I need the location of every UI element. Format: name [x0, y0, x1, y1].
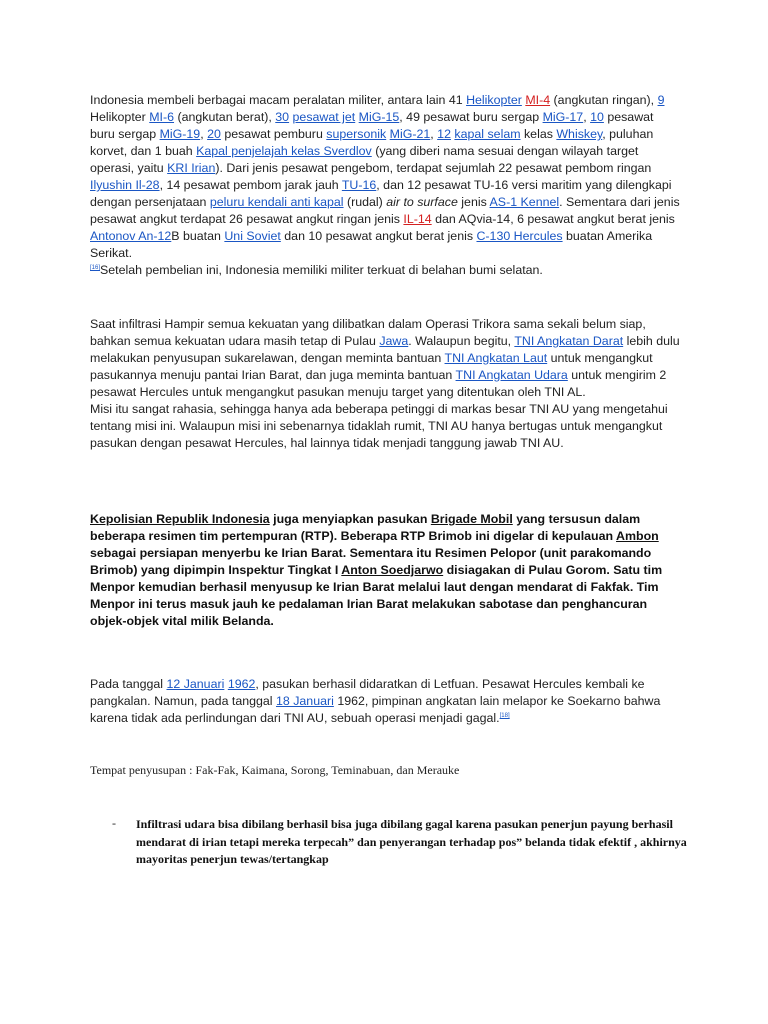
- text: (yang diberi nama sesuai dengan wilayah target operasi, yaitu: [90, 144, 639, 175]
- text: jenis: [457, 195, 490, 209]
- link-tni-angkatan-darat[interactable]: TNI Angkatan Darat: [514, 334, 624, 348]
- text: sebagai persiapan menyerbu ke Irian Barat. Sementara itu Resimen Pelopor (unit parakomando Brimob) yang dipimpin Inspektur Tingkat I: [90, 546, 652, 577]
- bullet-dash: -: [112, 816, 116, 830]
- link-mig-17[interactable]: MiG-17: [542, 110, 584, 124]
- text: ,: [430, 127, 438, 141]
- text: pesawat buru sergap: [90, 110, 654, 141]
- paragraph-brimob: [90, 511, 680, 630]
- text: dan AQvia-14, 6 pesawat angkut berat jenis: [431, 212, 675, 226]
- link-peluru-kendali-anti-kapal[interactable]: peluru kendali anti kapal: [209, 195, 344, 209]
- link-1962[interactable]: 1962: [227, 677, 256, 691]
- link-anton-soedjarwo[interactable]: Anton Soedjarwo: [341, 563, 444, 577]
- link-tu-16[interactable]: TU-16: [341, 178, 377, 192]
- italic-text: air to surface: [386, 195, 458, 209]
- paragraph-equipment-purchase: [90, 92, 680, 279]
- text: juga menyiapkan pasukan: [269, 512, 431, 526]
- text: disiagakan di Pulau Gorom. Satu tim Menpor kemudian berhasil menyusup ke Irian Barat melalui laut dengan mendarat di Fakfak. Tim Menpor ini terus masuk jauh ke pedalaman Irian Barat melakukan sabotase dan penghancuran objek-objek vital milik Belanda.: [90, 563, 663, 628]
- text: dan 10 pesawat angkut berat jenis: [280, 229, 477, 243]
- text: Indonesia membeli berbagai macam peralatan militer, antara lain 41: [90, 93, 467, 107]
- link-jawa[interactable]: Jawa: [379, 334, 409, 348]
- link-supersonik[interactable]: supersonik: [326, 127, 387, 141]
- text: , 49 pesawat buru sergap: [399, 110, 543, 124]
- text: , pasukan berhasil didaratkan di Letfuan. Pesawat Hercules kembali ke pangkalan. Namun, pada tanggal: [90, 677, 645, 708]
- link-pesawat-jet[interactable]: pesawat jet: [292, 110, 356, 124]
- link-c-130-hercules[interactable]: C-130 Hercules: [476, 229, 563, 243]
- text: Saat infiltrasi Hampir semua kekuatan yang dilibatkan dalam Operasi Trikora sama sekali belum siap, bahkan semua kekuatan udara masih tetap di Pulau: [90, 317, 646, 348]
- link-il-14[interactable]: IL-14: [403, 212, 432, 226]
- text: , 14 pesawat pembom jarak jauh: [159, 178, 342, 192]
- text: lebih dulu melakukan penyusupan sukarelawan, dengan meminta bantuan: [90, 334, 680, 365]
- reference-18[interactable]: [18]: [499, 713, 510, 719]
- link-12[interactable]: 12: [437, 127, 451, 141]
- link-20[interactable]: 20: [207, 127, 221, 141]
- link-brigade-mobil[interactable]: Brigade Mobil: [430, 512, 513, 526]
- link-kapal-selam[interactable]: kapal selam: [454, 127, 521, 141]
- text: Helikopter: [90, 110, 150, 124]
- text: , puluhan korvet, dan 1 buah: [90, 127, 654, 158]
- text: pesawat pemburu: [220, 127, 327, 141]
- link-kapal-penjelajah-sverdlov[interactable]: Kapal penjelajah kelas Sverdlov: [196, 144, 372, 158]
- location-line: Tempat penyusupan : Fak-Fak, Kaimana, Sorong, Teminabuan, dan Merauke: [90, 763, 460, 777]
- text: 1962, pimpinan angkatan lain melapor ke Soekarno bahwa karena tidak ada perlindungan dari TNI AU, sebuah operasi menjadi gagal.: [90, 694, 661, 725]
- text: untuk mengangkut pasukannya menuju pantai Irian Barat, dan juga meminta bantuan: [90, 351, 653, 382]
- link-mi-4[interactable]: MI-4: [525, 93, 551, 107]
- link-mig-15[interactable]: MiG-15: [358, 110, 400, 124]
- text: (angkutan ringan),: [550, 93, 658, 107]
- text: buatan Amerika Serikat.: [90, 229, 653, 260]
- text: kelas: [520, 127, 557, 141]
- text: Misi itu sangat rahasia, sehingga hanya ada beberapa petinggi di markas besar TNI AU yang mengetahui tentang misi ini. Walaupun misi ini sebenarnya tidaklah rumit, TNI AU hanya bertugas untuk mengangkut pasukan dengan pesawat Hercules, hal lainnya tidak menjadi tanggung jawab TNI AU.: [90, 402, 668, 450]
- link-tni-angkatan-laut[interactable]: TNI Angkatan Laut: [444, 351, 548, 365]
- link-antonov-an-12[interactable]: Antonov An-12: [90, 229, 172, 243]
- text: ,: [583, 110, 591, 124]
- text: (rudal): [343, 195, 387, 209]
- link-10[interactable]: 10: [590, 110, 604, 124]
- text: ). Dari jenis pesawat pengebom, terdapat sejumlah 22 pesawat pembom ringan: [215, 161, 652, 175]
- link-9[interactable]: 9: [657, 93, 665, 107]
- text: B buatan: [171, 229, 225, 243]
- link-ambon[interactable]: Ambon: [616, 529, 659, 543]
- link-uni-soviet[interactable]: Uni Soviet: [224, 229, 281, 243]
- text: (angkutan berat),: [174, 110, 276, 124]
- text: Setelah pembelian ini, Indonesia memiliki militer terkuat di belahan bumi selatan.: [100, 263, 543, 277]
- link-ilyushin-il-28[interactable]: Ilyushin Il-28: [90, 178, 160, 192]
- link-30[interactable]: 30: [275, 110, 290, 124]
- link-mig-19[interactable]: MiG-19: [159, 127, 201, 141]
- link-mi-6[interactable]: MI-6: [149, 110, 175, 124]
- text: . Walaupun begitu,: [408, 334, 515, 348]
- reference-16[interactable]: [16]: [90, 265, 101, 271]
- bullet-text: Infiltrasi udara bisa dibilang berhasil bisa juga dibilang gagal karena pasukan penerjun payung berhasil mendarat di irian tetapi mereka terpecah” dan penyerangan terhadap pos” belanda tidak efektif , akhirnya mayoritas penerjun tewas/tertangkap: [136, 817, 687, 866]
- link-kri-irian[interactable]: KRI Irian: [167, 161, 216, 175]
- text: ,: [200, 127, 208, 141]
- paragraph-infiltration: [90, 316, 680, 452]
- text: yang tersusun dalam beberapa resimen tim pertempuran (RTP). Beberapa RTP Brimob ini digelar di kepulauan: [90, 512, 641, 543]
- link-18-januari[interactable]: 18 Januari: [276, 694, 334, 708]
- text: , dan 12 pesawat TU-16 versi maritim yang dilengkapi dengan persenjataan: [90, 178, 672, 209]
- link-kepolisian-ri[interactable]: Kepolisian Republik Indonesia: [90, 512, 270, 526]
- paragraph-landing: [90, 676, 680, 727]
- link-as-1-kennel[interactable]: AS-1 Kennel: [489, 195, 560, 209]
- text: untuk mengirim 2 pesawat Hercules untuk mengangkut pasukan menuju target yang ditentukan oleh TNI AL.: [90, 368, 667, 399]
- link-mig-21[interactable]: MiG-21: [389, 127, 431, 141]
- text: . Sementara dari jenis pesawat angkut terdapat 26 pesawat angkut ringan jenis: [90, 195, 680, 226]
- text: Pada tanggal: [90, 677, 167, 691]
- link-tni-angkatan-udara[interactable]: TNI Angkatan Udara: [455, 368, 568, 382]
- link-whiskey[interactable]: Whiskey: [556, 127, 603, 141]
- link-12-januari[interactable]: 12 Januari: [166, 677, 225, 691]
- link-helikopter[interactable]: Helikopter: [466, 93, 522, 107]
